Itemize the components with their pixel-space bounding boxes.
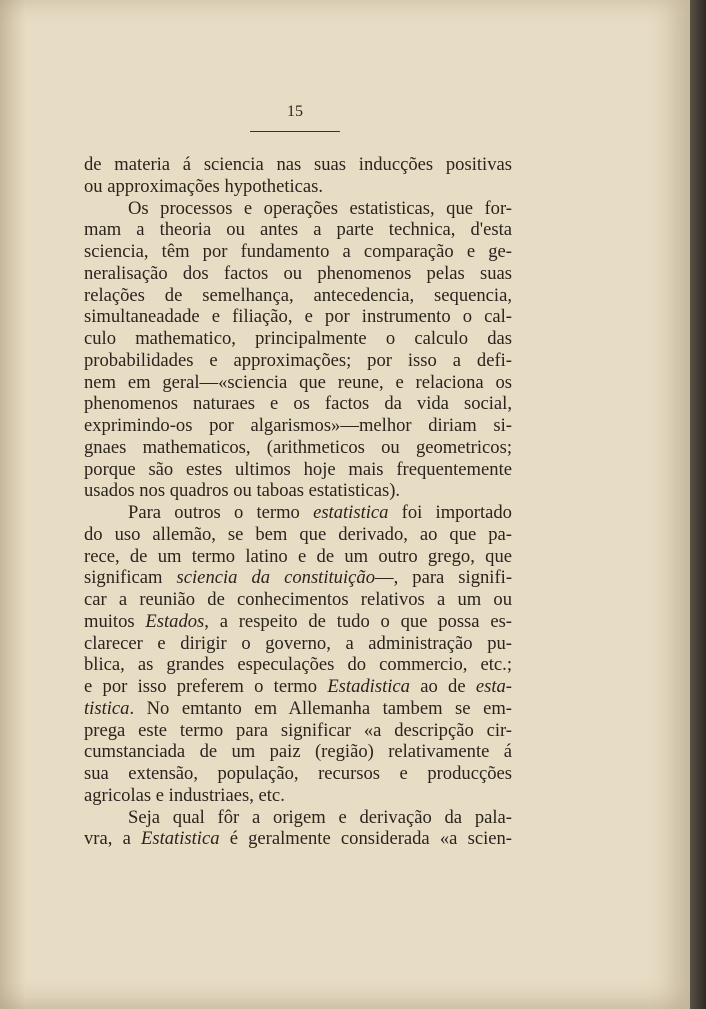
text-line: relações de semelhança, antecedencia, sequencia, — [84, 284, 512, 306]
text-line: porque são estes ultimos hoje mais frequentemente — [84, 458, 512, 480]
text-line: tistica. No emtanto em Allemanha tambem se em- — [84, 697, 512, 719]
text-line: vra, a Estatistica é geralmente considerada «a scien- — [84, 828, 512, 850]
text-line: car a reunião de conhecimentos relativos a um ou — [84, 589, 512, 610]
text-line: sua extensão, população, recursos e producções — [84, 763, 512, 784]
text-line: probabilidades e approximações; por isso a defi- — [84, 349, 512, 371]
book-edge — [690, 0, 706, 1009]
text-line: Para outros o termo estatistica foi importado — [128, 502, 512, 523]
text-line: ou approximações hypotheticas. — [84, 175, 324, 197]
text-line: prega este termo para significar «a descripção cir- — [84, 719, 512, 741]
text-line: blica, as grandes especulações do commercio, etc.; — [84, 654, 512, 676]
text-line: nem em geral—«sciencia que reune, e relaciona os — [84, 371, 512, 393]
header-rule — [250, 131, 340, 132]
text-line: agricolas e industriaes, etc. — [84, 784, 285, 806]
text-line: culo mathematico, principalmente o calculo das — [84, 328, 512, 349]
text-line: rece, de um termo latino e de um outro grego, que — [84, 545, 512, 567]
text-line: exprimindo-os por algarismos»—melhor diriam si- — [84, 415, 512, 436]
text-line: mam a theoria ou antes a parte technica, d'esta — [84, 219, 512, 241]
text-line: do uso allemão, se bem que derivado, ao que pa- — [84, 523, 512, 545]
text-line: muitos Estados, a respeito de tudo o que possa es- — [84, 610, 512, 632]
text-line: phenomenos naturaes e os factos da vida social, — [84, 393, 512, 415]
text-line: Seja qual fôr a origem e derivação da pala- — [128, 806, 512, 828]
text-line: usados nos quadros ou taboas estatisticas). — [84, 480, 401, 502]
text-line: simultaneadade e filiação, e por instrumento o cal- — [84, 306, 512, 328]
text-line: Os processos e operações estatisticas, que for- — [128, 197, 512, 219]
text-line: clarecer e dirigir o governo, a administração pu- — [84, 632, 512, 654]
page-number: 15 — [287, 103, 303, 120]
text-line: sciencia, têm por fundamento a comparação e ge- — [84, 241, 512, 262]
text-line: e por isso preferem o termo Estadistica ao de esta- — [84, 676, 512, 697]
text-line: neralisação dos factos ou phenomenos pelas suas — [84, 262, 512, 284]
text-line: significam sciencia da constituição—, para signifi- — [84, 567, 513, 589]
text-line: gnaes mathematicos, (arithmeticos ou geometricos; — [84, 436, 512, 458]
text-line: de materia á sciencia nas suas inducções positivas — [84, 154, 512, 175]
text-line: cumstanciada de um paiz (região) relativamente á — [84, 741, 512, 763]
